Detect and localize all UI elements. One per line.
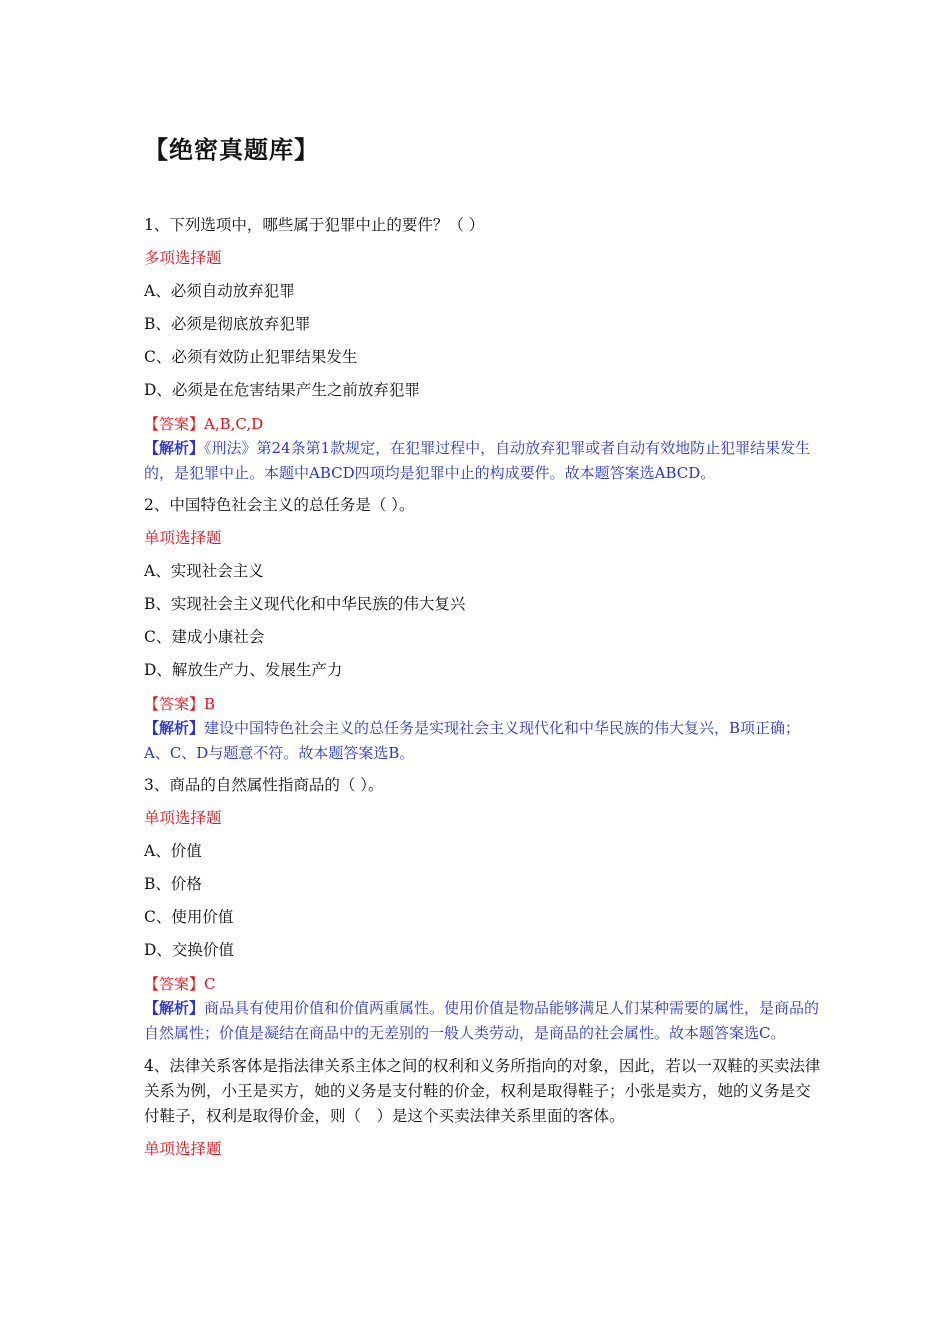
- question-type: 单项选择题: [144, 1140, 222, 1158]
- question-2: [144, 494, 824, 765]
- analysis-paragraph: [144, 996, 824, 1045]
- page-heading: 【绝密真题库】: [144, 135, 319, 164]
- option-c: C、建成小康社会: [144, 628, 265, 646]
- question-type: 单项选择题: [144, 809, 222, 827]
- option-a: A、必须自动放弃犯罪: [144, 282, 295, 300]
- analysis-text: 商品具有使用价值和价值两重属性。使用价值是物品能够满足人们某种需要的属性，是商品的自然属性；价值是凝结在商品中的无差别的一般人类劳动，是商品的社会属性。故本题答案选C。: [144, 999, 820, 1042]
- analysis-tag: 【解析】: [144, 439, 205, 457]
- option-d: D、交换价值: [144, 941, 234, 959]
- question-list: [144, 214, 824, 1171]
- question-1: [144, 214, 824, 485]
- answer-tag: 【答案】: [144, 695, 205, 713]
- option-d: D、必须是在危害结果产生之前放弃犯罪: [144, 381, 420, 399]
- option-a: A、实现社会主义: [144, 562, 264, 580]
- answer-line: [144, 972, 824, 996]
- question-stem: 2、中国特色社会主义的总任务是（ ）。: [144, 496, 415, 514]
- analysis-text: 《刑法》第24条第1款规定，在犯罪过程中，自动放弃犯罪或者自动有效地防止犯罪结果发生的，是犯罪中止。本题中ABCD四项均是犯罪中止的构成要件。故本题答案选ABCD。: [144, 439, 811, 482]
- question-type: 多项选择题: [144, 249, 222, 267]
- analysis-paragraph: [144, 436, 824, 485]
- option-b: B、必须是彻底放弃犯罪: [144, 315, 311, 333]
- analysis-tag: 【解析】: [144, 999, 205, 1017]
- question-3: [144, 774, 824, 1045]
- option-c: C、使用价值: [144, 908, 234, 926]
- question-stem: 1、下列选项中，哪些属于犯罪中止的要件？（ ）: [144, 216, 485, 234]
- answer-tag: 【答案】: [144, 415, 205, 433]
- analysis-text: 建设中国特色社会主义的总任务是实现社会主义现代化和中华民族的伟大复兴，B项正确；A、C、D与题意不符。故本题答案选B。: [144, 719, 801, 762]
- question-stem: 3、商品的自然属性指商品的（ ）。: [144, 776, 384, 794]
- answer-value: C: [204, 975, 216, 993]
- answer-line: [144, 692, 824, 716]
- answer-line: [144, 412, 824, 436]
- question-4: [144, 1054, 824, 1160]
- answer-value: B: [204, 695, 216, 713]
- option-b: B、实现社会主义现代化和中华民族的伟大复兴: [144, 595, 466, 613]
- question-stem: 4、法律关系客体是指法律关系主体之间的权利和义务所指向的对象，因此，若以一双鞋的买卖法律关系为例，小王是买方，她的义务是支付鞋的价金，权利是取得鞋子；小张是卖方，她的义务是交付鞋子，权利是取得价金，则（ ）是这个买卖法律关系里面的客体。: [144, 1057, 821, 1125]
- option-b: B、价格: [144, 875, 202, 893]
- answer-value: A,B,C,D: [204, 415, 264, 433]
- answer-tag: 【答案】: [144, 975, 205, 993]
- analysis-tag: 【解析】: [144, 719, 205, 737]
- analysis-paragraph: [144, 716, 824, 765]
- option-c: C、必须有效防止犯罪结果发生: [144, 348, 358, 366]
- option-d: D、解放生产力、发展生产力: [144, 661, 343, 679]
- option-a: A、价值: [144, 842, 202, 860]
- question-type: 单项选择题: [144, 529, 222, 547]
